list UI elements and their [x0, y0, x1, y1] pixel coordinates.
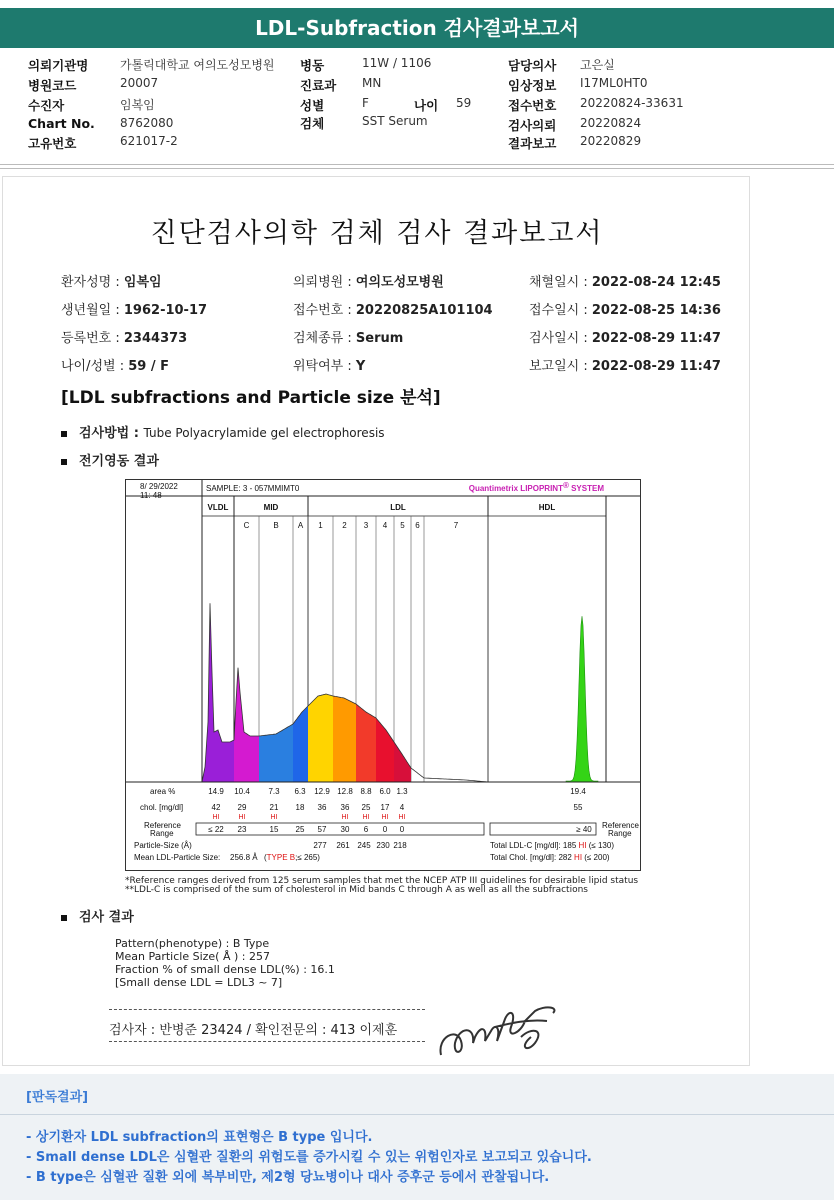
- area-value: 10.4: [234, 787, 250, 796]
- signature: [435, 997, 565, 1063]
- reference-value: 15: [269, 825, 279, 834]
- area-value: 6.3: [294, 787, 306, 796]
- result-summary: [115, 937, 335, 989]
- verdict-panel: [0, 1074, 834, 1200]
- result-line: Pattern(phenotype) : B Type: [115, 937, 270, 950]
- inspector-line: 검사자 : 반병준 23424 / 확인전문의 : 413 이제훈: [109, 1023, 398, 1038]
- band-label: A: [297, 521, 304, 530]
- reference-value: 0: [399, 825, 405, 834]
- fraction-area-hdl: [566, 616, 598, 782]
- info-value: 8762080: [120, 116, 174, 130]
- band-label: 4: [382, 521, 388, 530]
- particle-size-value: 218: [393, 841, 407, 850]
- info-value: 20007: [120, 76, 159, 90]
- row-label-mean: Mean LDL-Particle Size:: [134, 853, 221, 862]
- scanned-report: [2, 176, 750, 1066]
- info-label: 병동: [300, 58, 325, 73]
- area-value: 12.8: [337, 787, 353, 796]
- bullet-icon: [61, 459, 67, 465]
- document-title: 진단검사의학 검체 검사 결과보고서: [150, 218, 604, 249]
- chart-sample-id: SAMPLE: 3 - 057MMIMT0: [206, 484, 300, 493]
- patient-field: 위탁여부 : Y: [293, 359, 366, 374]
- report-title: LDL-Subfraction 검사결과보고서: [255, 16, 579, 40]
- patient-field: 검체종류 : Serum: [293, 331, 404, 346]
- footnote: **LDL-C is comprised of the sum of cholesterol in Mid bands C through A as well as all the subfractions: [125, 885, 588, 895]
- verdict-line: - 상기환자 LDL subfraction의 표현형은 B type 입니다.: [26, 1130, 373, 1145]
- divider: [0, 1114, 834, 1115]
- chol-value: 17: [380, 803, 390, 812]
- chol-value: 36: [317, 803, 327, 812]
- mean-type: (TYPE B;≤ 265): [264, 853, 320, 862]
- reference-value: ≤ 22: [208, 825, 224, 834]
- patient-field: 채혈일시 : 2022-08-24 12:45: [529, 275, 721, 290]
- group-label: MID: [263, 503, 279, 512]
- bullet-icon: [61, 431, 67, 437]
- particle-size-value: 261: [336, 841, 350, 850]
- info-label: 검사의뢰: [508, 118, 557, 133]
- info-label: 나이: [414, 98, 439, 113]
- row-label-ref: Reference: [144, 821, 181, 830]
- band-label: 1: [318, 521, 323, 530]
- fraction-area-c: [234, 668, 259, 782]
- chol-value: 25: [361, 803, 371, 812]
- reference-value: 23: [237, 825, 247, 834]
- info-label: 접수번호: [508, 98, 557, 113]
- info-label: 의뢰기관명: [28, 58, 89, 73]
- chart-time: 11: 48: [140, 491, 162, 500]
- patient-field: 의뢰병원 : 여의도성모병원: [293, 275, 444, 290]
- method-line: 검사방법 : Tube Polyacrylamide gel electrophoresis: [61, 422, 385, 441]
- hi-flag: HI: [398, 814, 406, 821]
- reference-value: 0: [382, 825, 388, 834]
- patient-field: 등록번호 : 2344373: [61, 331, 188, 346]
- band-label: 7: [453, 521, 459, 530]
- group-label: LDL: [390, 503, 406, 512]
- info-label: 결과보고: [508, 136, 557, 151]
- hi-flag: HI: [341, 814, 349, 821]
- fraction-area-4: [376, 718, 394, 782]
- electrophoresis-svg: [126, 480, 640, 870]
- row-label-size: Particle-Size (Å): [134, 841, 192, 850]
- area-value: 6.0: [379, 787, 391, 796]
- row-label-area: area %: [150, 787, 176, 796]
- result-line: Mean Particle Size( Å ) : 257: [115, 950, 270, 963]
- chol-value: 29: [237, 803, 247, 812]
- hi-flag: HI: [238, 814, 246, 821]
- info-value: 임복임: [120, 98, 155, 112]
- fraction-area-a: [293, 706, 308, 782]
- total-cholesterol: Total Chol. [mg/dl]: 282 HI (≤ 200): [490, 853, 610, 862]
- info-value: SST Serum: [362, 114, 428, 128]
- hi-flag: HI: [362, 814, 370, 821]
- info-value: 11W / 1106: [362, 56, 432, 70]
- info-label: 고유번호: [28, 136, 77, 151]
- particle-size-value: 245: [357, 841, 371, 850]
- band-label: C: [243, 521, 250, 530]
- band-label: B: [273, 521, 279, 530]
- group-label: HDL: [538, 503, 556, 512]
- fraction-area-b: [259, 724, 293, 782]
- dashed-rule: [109, 1009, 425, 1010]
- info-label: 진료과: [300, 78, 337, 93]
- reference-value: ≥ 40: [576, 825, 592, 834]
- info-value: 고은실: [580, 58, 615, 72]
- area-value: 7.3: [268, 787, 280, 796]
- hi-flag: HI: [212, 814, 220, 821]
- result-line: Fraction % of small dense LDL(%) : 16.1: [115, 963, 335, 976]
- info-label: Chart No.: [28, 116, 95, 131]
- info-label: 수진자: [28, 98, 65, 113]
- info-value: MN: [362, 76, 382, 90]
- band-label: 3: [363, 521, 369, 530]
- info-label: 검체: [300, 116, 325, 131]
- chol-value: 36: [340, 803, 350, 812]
- result-line: [Small dense LDL = LDL3 ~ 7]: [115, 976, 283, 989]
- row-label-chol: chol. [mg/dl]: [140, 803, 184, 812]
- total-ldl-c: Total LDL-C [mg/dl]: 185 HI (≤ 130): [490, 841, 614, 850]
- hi-flag: HI: [270, 814, 278, 821]
- chart-brand: Quantimetrix LIPOPRINT® SYSTEM: [468, 481, 604, 493]
- chol-value: 21: [269, 803, 279, 812]
- particle-size-value: 230: [376, 841, 390, 850]
- chol-value: 18: [295, 803, 305, 812]
- info-value: 가톨릭대학교 여의도성모병원: [120, 58, 275, 72]
- verdict-heading: [판독결과]: [26, 1090, 89, 1105]
- area-value: 1.3: [396, 787, 408, 796]
- group-label: VLDL: [207, 503, 229, 512]
- info-label: 성별: [300, 98, 325, 113]
- area-value: 12.9: [314, 787, 330, 796]
- band-label: 6: [415, 521, 420, 530]
- patient-field: 환자성명 : 임복임: [61, 275, 162, 290]
- hi-flag: HI: [381, 814, 389, 821]
- report-title-bar: [0, 8, 834, 48]
- info-label: 담당의사: [508, 58, 557, 73]
- chol-value: 42: [211, 803, 221, 812]
- reference-value: 6: [363, 825, 369, 834]
- area-value: 14.9: [208, 787, 224, 796]
- chol-value: 55: [573, 803, 583, 812]
- reference-value: 30: [340, 825, 350, 834]
- info-value: F: [362, 96, 369, 110]
- fraction-area-3: [356, 704, 376, 782]
- fraction-area-1: [308, 694, 333, 782]
- info-label: 병원코드: [28, 78, 77, 93]
- patient-field: 보고일시 : 2022-08-29 11:47: [529, 359, 721, 374]
- result-heading: 검사 결과: [61, 906, 134, 925]
- row-label-ref-right: Reference: [602, 821, 639, 830]
- patient-field: 접수일시 : 2022-08-25 14:36: [529, 303, 721, 318]
- fraction-area-2: [333, 696, 356, 782]
- electrophoresis-heading: 전기영동 결과: [61, 450, 159, 469]
- patient-field: 나이/성별 : 59 / F: [61, 359, 170, 374]
- particle-size-value: 277: [313, 841, 327, 850]
- patient-field: 접수번호 : 20220825A101104: [293, 303, 493, 318]
- lipoprint-chart: [125, 479, 641, 871]
- band-label: 5: [400, 521, 405, 530]
- info-label: 임상정보: [508, 78, 557, 93]
- bullet-icon: [61, 915, 67, 921]
- info-value: 20220824: [580, 116, 642, 130]
- mean-size-value: 256.8 Å: [230, 853, 258, 862]
- fraction-area-5: [394, 742, 411, 782]
- divider: [0, 168, 834, 169]
- verdict-line: - B type은 심혈관 질환 외에 복부비만, 제2형 당뇨병이나 대사 증후군 등에서 관찰됩니다.: [26, 1170, 550, 1185]
- row-label-ref-right: Range: [608, 829, 632, 838]
- patient-field: 검사일시 : 2022-08-29 11:47: [529, 331, 721, 346]
- row-label-ref: Range: [150, 829, 174, 838]
- info-value: 20220824-33631: [580, 96, 684, 110]
- patient-field: 생년월일 : 1962-10-17: [61, 303, 208, 318]
- chol-value: 4: [399, 803, 405, 812]
- chart-date: 8/ 29/2022: [140, 482, 178, 491]
- reference-value: 57: [317, 825, 327, 834]
- info-value: 621017-2: [120, 134, 178, 148]
- fraction-area-vldl: [202, 603, 234, 782]
- patient-info-grid: [0, 52, 834, 160]
- reference-value: 25: [295, 825, 305, 834]
- band-label: 2: [342, 521, 347, 530]
- info-value: 20220829: [580, 134, 642, 148]
- area-value: 8.8: [360, 787, 372, 796]
- dashed-rule: [109, 1041, 425, 1042]
- section-title: [LDL subfractions and Particle size 분석]: [61, 388, 441, 408]
- area-value: 19.4: [570, 787, 586, 796]
- info-value: 59: [456, 96, 472, 110]
- info-value: I17ML0HT0: [580, 76, 648, 90]
- footnote: *Reference ranges derived from 125 serum samples that met the NCEP ATP III guidelines for desirable lipid status: [125, 876, 639, 886]
- divider: [0, 164, 834, 165]
- verdict-line: - Small dense LDL은 심혈관 질환의 위험도를 증가시킬 수 있는 위험인자로 보고되고 있습니다.: [26, 1150, 592, 1165]
